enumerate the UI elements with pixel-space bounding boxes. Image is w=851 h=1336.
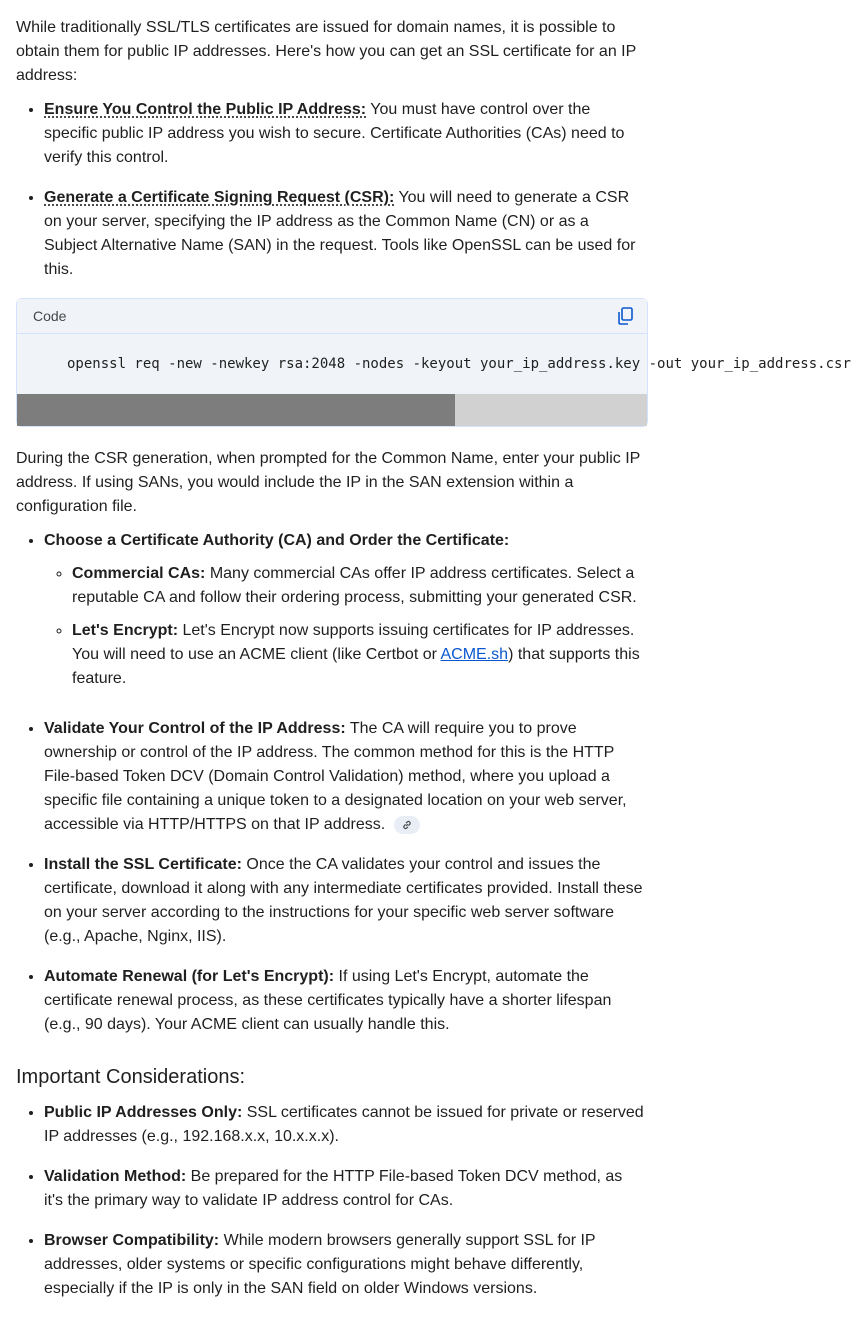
steps-list-1 (16, 98, 644, 282)
list-item (44, 1101, 644, 1149)
step-text: Once the CA validates your control and issues the certificate, download it along with any intermediate certificates provided. Install these on your server according to the instructions for your specific web server software (e.g., Apache, Nginx, IIS). (44, 856, 643, 945)
step-title-choose-ca: Choose a Certificate Authority (CA) and Order the Certificate: (44, 532, 510, 549)
list-item (44, 1229, 644, 1301)
step-text: You must have control over the specific public IP address you wish to secure. Certificate Authorities (CAs) need to verify this control. (44, 101, 625, 166)
intro-paragraph: While traditionally SSL/TLS certificates are issued for domain names, it is possible to obtain them for public IP addresses. Here's how you can get an SSL certificate for an IP address: (16, 19, 636, 84)
code-header (17, 299, 647, 334)
consideration-title: Validation Method: (44, 1168, 187, 1185)
list-item (44, 853, 644, 949)
step-title-renewal: Automate Renewal (for Let's Encrypt): (44, 968, 335, 985)
list-item (44, 186, 644, 282)
consideration-text: While modern browsers generally support SSL for IP addresses, older systems or specific configurations might behave differently, especially if the IP is only in the SAN field on older Windows versions. (44, 1232, 596, 1297)
code-content (17, 334, 851, 394)
code-command: openssl req -new -newkey rsa:2048 -nodes -keyout your_ip_address.key -out your_ip_address.csr (67, 356, 851, 372)
list-item (72, 562, 644, 610)
commercial-ca-title: Commercial CAs: (72, 565, 206, 582)
acme-sh-link[interactable]: ACME.sh (440, 646, 509, 663)
list-item (44, 98, 644, 170)
link-icon[interactable] (394, 816, 420, 834)
code-label: Code (33, 308, 67, 324)
considerations-list (16, 1101, 644, 1301)
step-title-install: Install the SSL Certificate: (44, 856, 242, 873)
scrollbar-thumb[interactable] (17, 394, 455, 426)
step-title-validate: Validate Your Control of the IP Address: (44, 720, 346, 737)
commercial-ca-text: Many commercial CAs offer IP address certificates. Select a reputable CA and follow their ordering process, submitting your generated CSR. (72, 565, 637, 606)
steps-list-2 (16, 529, 644, 691)
step-title-generate-csr[interactable]: Generate a Certificate Signing Request (CSR): (44, 189, 395, 206)
letsencrypt-text-before: Let's Encrypt now supports issuing certificates for IP addresses. You will need to use an ACME client (like Certbot or (72, 622, 635, 663)
letsencrypt-text-after: ) that supports this feature. (72, 646, 640, 687)
ca-options-list (44, 562, 644, 691)
horizontal-scrollbar[interactable] (17, 394, 647, 426)
steps-list-3 (16, 717, 644, 1037)
step-text: The CA will require you to prove ownership or control of the IP address. The common method for this is the HTTP File-based Token DCV (Domain Control Validation) method, where you upload a specific file containing a unique token to a designated location on your web server, accessible via HTTP/HTTPS on that IP address. (44, 720, 627, 833)
list-item (44, 717, 644, 837)
list-item (44, 1165, 644, 1213)
list-item (72, 619, 644, 691)
copy-icon[interactable] (615, 306, 635, 326)
step-title-control-ip[interactable]: Ensure You Control the Public IP Address: (44, 101, 367, 118)
consideration-text: Be prepared for the HTTP File-based Token DCV method, as it's the primary way to validate IP address control for CAs. (44, 1168, 623, 1209)
step-text: You will need to generate a CSR on your server, specifying the IP address as the Common Name (CN) or as a Subject Alternative Name (SAN) in the request. Tools like OpenSSL can be used for this. (44, 189, 636, 278)
consideration-text: SSL certificates cannot be issued for private or reserved IP addresses (e.g., 192.168.x.x, 10.x.x.x). (44, 1104, 644, 1145)
list-item (44, 529, 644, 691)
considerations-heading: Important Considerations: (16, 1066, 246, 1088)
code-block (16, 298, 851, 427)
csr-note: During the CSR generation, when prompted for the Common Name, enter your public IP address. If using SANs, you would include the IP in the SAN extension within a configuration file. (16, 450, 641, 515)
step-text: If using Let's Encrypt, automate the certificate renewal process, as these certificates typically have a shorter lifespan (e.g., 90 days). Your ACME client can usually handle this. (44, 968, 612, 1033)
consideration-title: Browser Compatibility: (44, 1232, 220, 1249)
consideration-title: Public IP Addresses Only: (44, 1104, 243, 1121)
letsencrypt-title: Let's Encrypt: (72, 622, 179, 639)
list-item (44, 965, 644, 1037)
